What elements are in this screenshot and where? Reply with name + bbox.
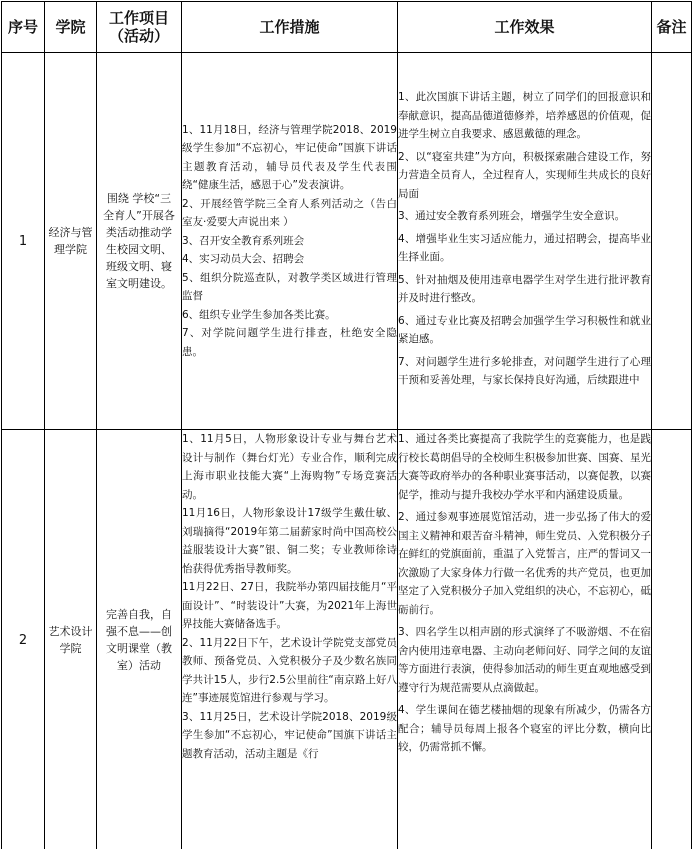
effect-item: 4、学生课间在德艺楼抽烟的现象有所减少，仍需各方配合；辅导员每周上报各个寝室的评比分数，横向比较，仍需常抓不懈。 <box>398 704 651 753</box>
effect-item: 4、增强毕业生实习适应能力，通过招聘会，提高毕业生择业面。 <box>398 232 651 264</box>
effect-item: 3、四名学生以相声剧的形式演绎了不吸游烟、不在宿舍内使用违章电器、主动向老师问好、同学之间的友谊等方面进行表演，使得参加活动的师生更直观地感受到遵守行为规范需要从点滴做起。 <box>398 626 651 694</box>
work-report-table <box>1 1 692 849</box>
effect-item: 2、通过参观事迹展览馆活动，进一步弘扬了伟大的爱国主义精神和艰苦奋斗精神，师生党员、入党积极分子在鲜红的党旗面前，重温了入党誓言，庄严的誓词又一次激励了大家身体力行做一名优秀的共产党员，也更加坚定了入党积极分子加入党组织的决心，不忘初心，砥砺前行。 <box>398 511 651 616</box>
row-number: 1 <box>2 53 45 430</box>
measures-cell <box>182 430 398 849</box>
header-project: 工作项目（活动） <box>97 2 182 53</box>
project-cell <box>97 53 182 430</box>
table-row <box>2 53 692 430</box>
college-name: 艺术设计学院 <box>45 430 97 849</box>
effect-item: 7、对问题学生进行多轮排查，对问题学生进行了心理干预和妥善处理，与家长保持良好沟通，后续跟进中 <box>398 355 651 387</box>
row-number: 2 <box>2 430 45 849</box>
measure-item: 11月22日、27日，我院举办第四届技能月“平面设计”、“时装设计”大赛，为2021年上海世界技能大赛储备选手。 <box>182 581 397 630</box>
measure-item: 1、11月18日，经济与管理学院2018、2019级学生参加“不忘初心，牢记使命”国旗下讲话主题教育活动，辅导员代表及学生代表围绕“健康生活，感恩于心”发表演讲。 <box>182 123 397 192</box>
table-row <box>2 430 692 849</box>
project-name: 完善自我，自强不息——创文明课堂（教室）活动 <box>106 608 172 672</box>
measure-item: 2、11月22日下午，艺术设计学院党支部党员教师、预备党员、入党积极分子及少数名族同学共计15人，步行2.5公里前往“南京路上好八连”事迹展览馆进行参观与学习。 <box>182 636 397 704</box>
header-measures: 工作措施 <box>182 2 398 53</box>
header-no: 序号 <box>2 2 45 53</box>
effect-item: 2、以“寝室共建”为方向，积极探索融合建设工作，努力营造全员育人，全过程育人，实现师生共成长的良好局面 <box>398 150 651 200</box>
effects-cell <box>398 53 652 430</box>
measure-item: 7、对学院问题学生进行排查，杜绝安全隐患。 <box>182 327 397 358</box>
header-remarks: 备注 <box>652 2 692 53</box>
measure-item: 3、11月25日，艺术设计学院2018、2019级学生参加“不忘初心，牢记使命”国旗下讲话主题教育活动，活动主题是《行 <box>182 710 397 760</box>
measure-item: 6、组织专业学生参加各类比赛。 <box>182 308 336 321</box>
header-effects: 工作效果 <box>398 2 652 53</box>
effect-item: 1、此次国旗下讲话主题，树立了同学们的回报意识和奉献意识，提高品德道德修养，培养感恩的价值观，促进学生树立自我要求、感恩戴德的理念。 <box>398 91 651 141</box>
effects-cell <box>398 430 652 849</box>
effect-item: 1、通过各类比赛提高了我院学生的竞赛能力，也是践行校长葛朗倡导的全校师生积极参加世赛、国赛、星光大赛等政府举办的各种职业赛事活动，以赛促教，以赛促学，推动与提升我校办学水平和内涵建设质量。 <box>398 433 651 501</box>
effect-item: 3、通过安全教育系列班会，增强学生安全意识。 <box>398 210 626 223</box>
measure-item: 2、开展经管学院三全育人系列活动之（告白室友·爱要大声说出来 ） <box>182 197 397 229</box>
project-cell <box>97 430 182 849</box>
effect-item: 6、通过专业比赛及招聘会加强学生学习积极性和就业紧迫感。 <box>398 314 651 346</box>
measure-item: 3、召开安全教育系列班会 <box>182 234 305 247</box>
measure-item: 4、实习动员大会、招聘会 <box>182 253 305 266</box>
header-college: 学院 <box>45 2 97 53</box>
measures-cell <box>182 53 398 430</box>
effect-item: 5、针对抽烟及使用违章电器学生对学生进行批评教育并及时进行整改。 <box>398 273 651 305</box>
remarks-cell <box>652 53 692 430</box>
measure-item: 11月16日，人物形象设计17级学生戴仕敏、刘瑞摘得“2019年第二届薪家时尚中国高校公益服装设计大赛”银、铜二奖；专业教师徐诗怡获得优秀指导教师奖。 <box>182 507 397 575</box>
measure-item: 5、组织分院巡查队，对教学类区域进行管理监督 <box>182 271 397 303</box>
remarks-cell <box>652 430 692 849</box>
project-name: 围绕 学校“三全育人”开展各类活动推动学生校园文明、班级文明、寝室文明建设。 <box>103 192 175 290</box>
header-row <box>2 2 692 53</box>
college-name: 经济与管理学院 <box>45 53 97 430</box>
measure-item: 1、11月5日，人物形象设计专业与舞台艺术设计与制作（舞台灯光）专业合作，顺利完成上海市职业技能大赛“上海购物”专场竞赛活动。 <box>182 433 397 501</box>
